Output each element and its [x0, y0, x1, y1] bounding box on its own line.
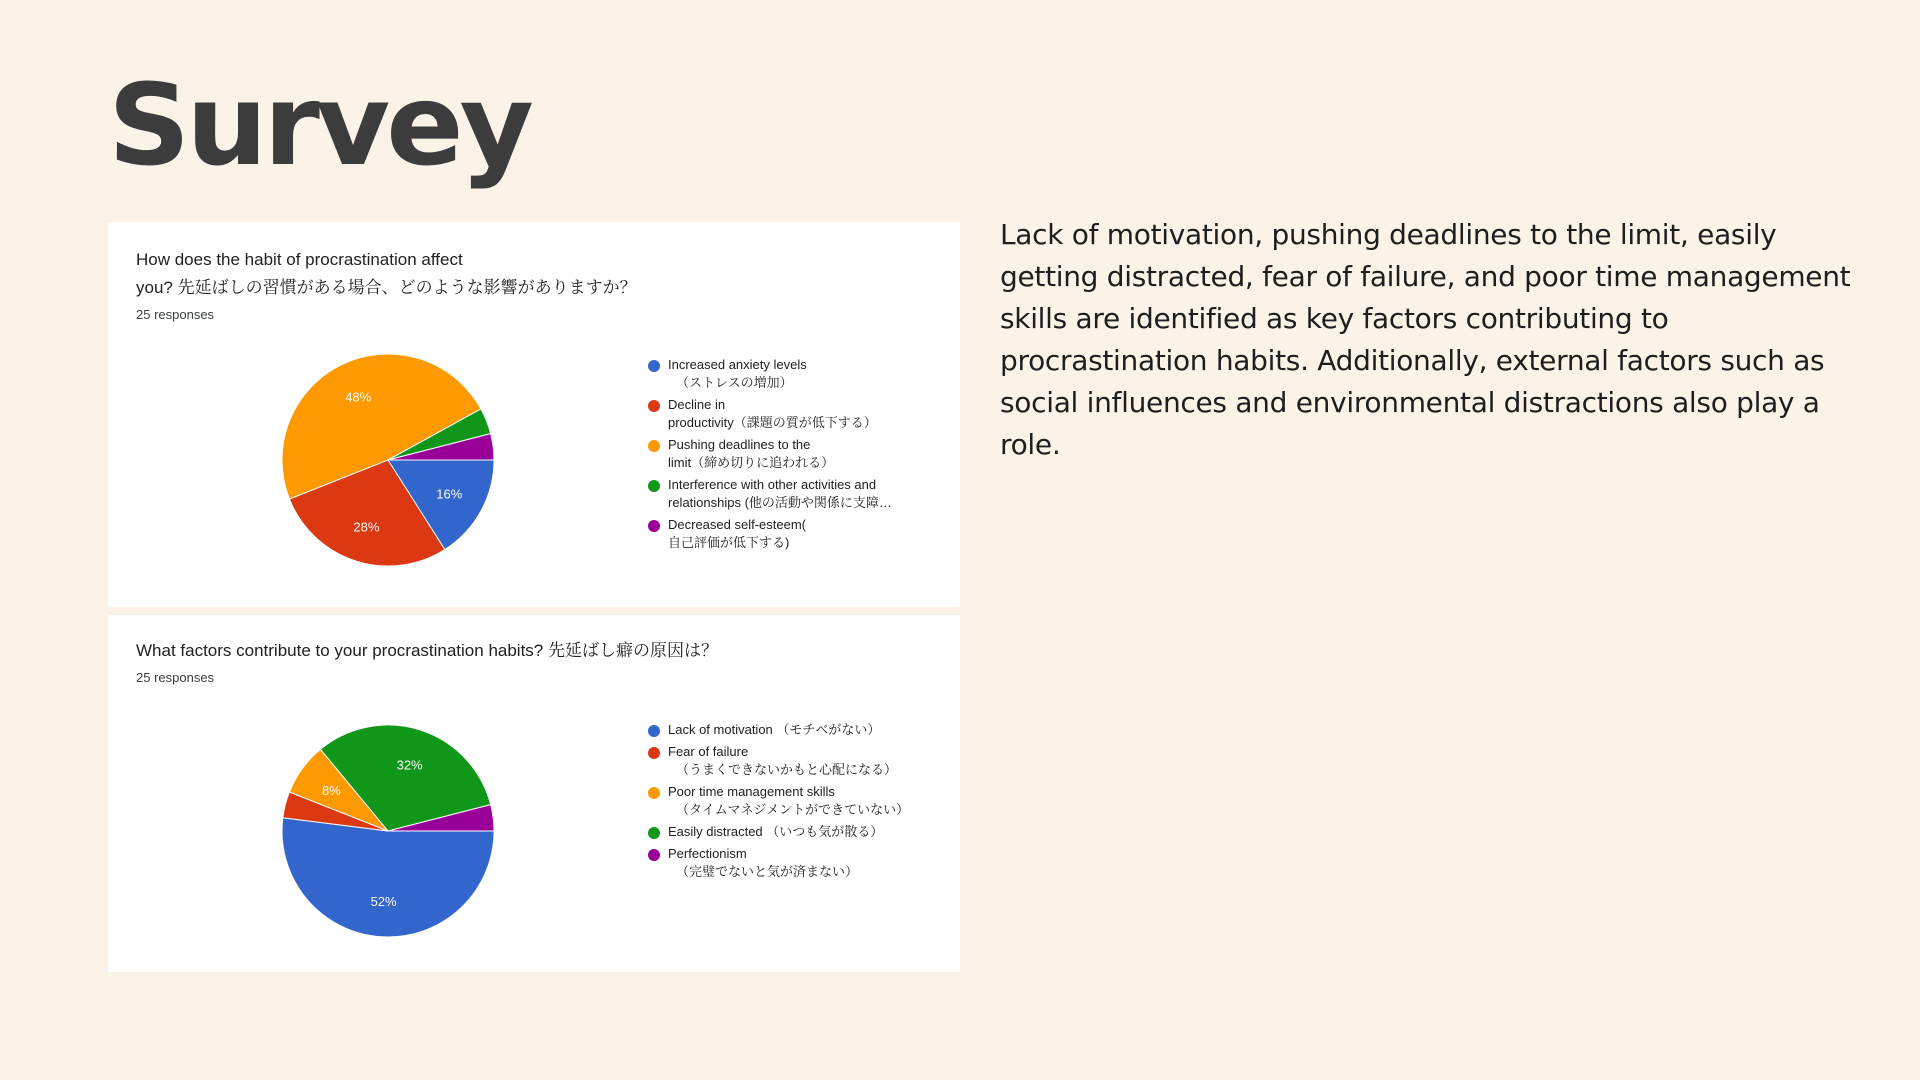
- slice-data-label: 52%: [370, 893, 397, 909]
- chart-title-line2: you? 先延ばしの習慣がある場合、どのような影響がありますか？: [136, 278, 637, 297]
- slice-data-label: 8%: [322, 782, 341, 798]
- legend-item[interactable]: [648, 783, 909, 819]
- page-title: Survey: [108, 61, 530, 191]
- legend-item[interactable]: [648, 356, 892, 392]
- pie-chart-factors: [278, 721, 498, 941]
- legend-item[interactable]: [648, 516, 892, 552]
- chart-title: What factors contribute to your procrastination habits? 先延ばし癖の原因は？: [136, 641, 718, 660]
- legend-sublabel: 自己評価が低下する): [668, 535, 790, 550]
- legend-item[interactable]: [648, 476, 892, 512]
- legend-swatch: [648, 827, 660, 839]
- response-count: 25 responses: [136, 307, 215, 322]
- legend-item[interactable]: [648, 396, 892, 432]
- legend-swatch: [648, 725, 660, 737]
- legend-sublabel: limit（締め切りに追われる）: [668, 455, 835, 470]
- pie-chart-impact: [278, 350, 498, 570]
- legend-sublabel: （完璧でないと気が済まない）: [676, 864, 859, 879]
- legend-label: Decline in: [668, 397, 726, 412]
- slice-data-label: 32%: [396, 757, 423, 773]
- legend-label: Easily distracted （いつも気が散る）: [668, 824, 884, 839]
- pie-slice[interactable]: [282, 818, 494, 937]
- chart-legend: [648, 721, 909, 885]
- legend-swatch: [648, 360, 660, 372]
- legend-item[interactable]: [648, 436, 892, 472]
- legend-sublabel: （タイムマネジメントができていない）: [676, 802, 910, 817]
- legend-item[interactable]: [648, 743, 909, 779]
- slice-data-label: 16%: [436, 486, 463, 502]
- legend-item[interactable]: [648, 721, 909, 739]
- summary-paragraph: Lack of motivation, pushing deadlines to the limit, easily getting distracted, fear of failure, and poor time management skills are identified as key factors contributing to procrastination habits. Additionally, external factors such as social influences and environmental distractions also play a role.: [1000, 218, 1851, 461]
- legend-swatch: [648, 480, 660, 492]
- legend-item[interactable]: [648, 845, 909, 881]
- legend-sublabel: （うまくできないかもと心配になる）: [676, 762, 898, 777]
- response-count: 25 responses: [136, 670, 215, 685]
- legend-swatch: [648, 849, 660, 861]
- slice-data-label: 48%: [345, 389, 372, 405]
- chart-title-line1: How does the habit of procrastination affect: [136, 250, 463, 269]
- legend-swatch: [648, 520, 660, 532]
- chart-card-impact: [108, 222, 960, 607]
- legend-item[interactable]: [648, 823, 909, 841]
- chart-card-factors: [108, 615, 960, 972]
- legend-label: Interference with other activities and: [668, 477, 877, 492]
- legend-label: Increased anxiety levels: [668, 357, 807, 372]
- legend-label: Pushing deadlines to the: [668, 437, 811, 452]
- chart-title: [136, 246, 637, 302]
- legend-label: Lack of motivation （モチベがない）: [668, 722, 881, 737]
- chart-legend: [648, 356, 892, 556]
- legend-sublabel: （ストレスの増加）: [676, 375, 793, 390]
- slice-data-label: 28%: [353, 519, 380, 535]
- legend-label: Perfectionism: [668, 846, 747, 861]
- legend-sublabel: productivity（課題の質が低下する）: [668, 415, 877, 430]
- legend-label: Poor time management skills: [668, 784, 835, 799]
- legend-sublabel: relationships (他の活動や関係に支障…: [668, 495, 892, 510]
- legend-label: Fear of failure: [668, 744, 749, 759]
- legend-swatch: [648, 747, 660, 759]
- legend-swatch: [648, 440, 660, 452]
- legend-swatch: [648, 400, 660, 412]
- legend-label: Decreased self-esteem(: [668, 517, 806, 532]
- legend-swatch: [648, 787, 660, 799]
